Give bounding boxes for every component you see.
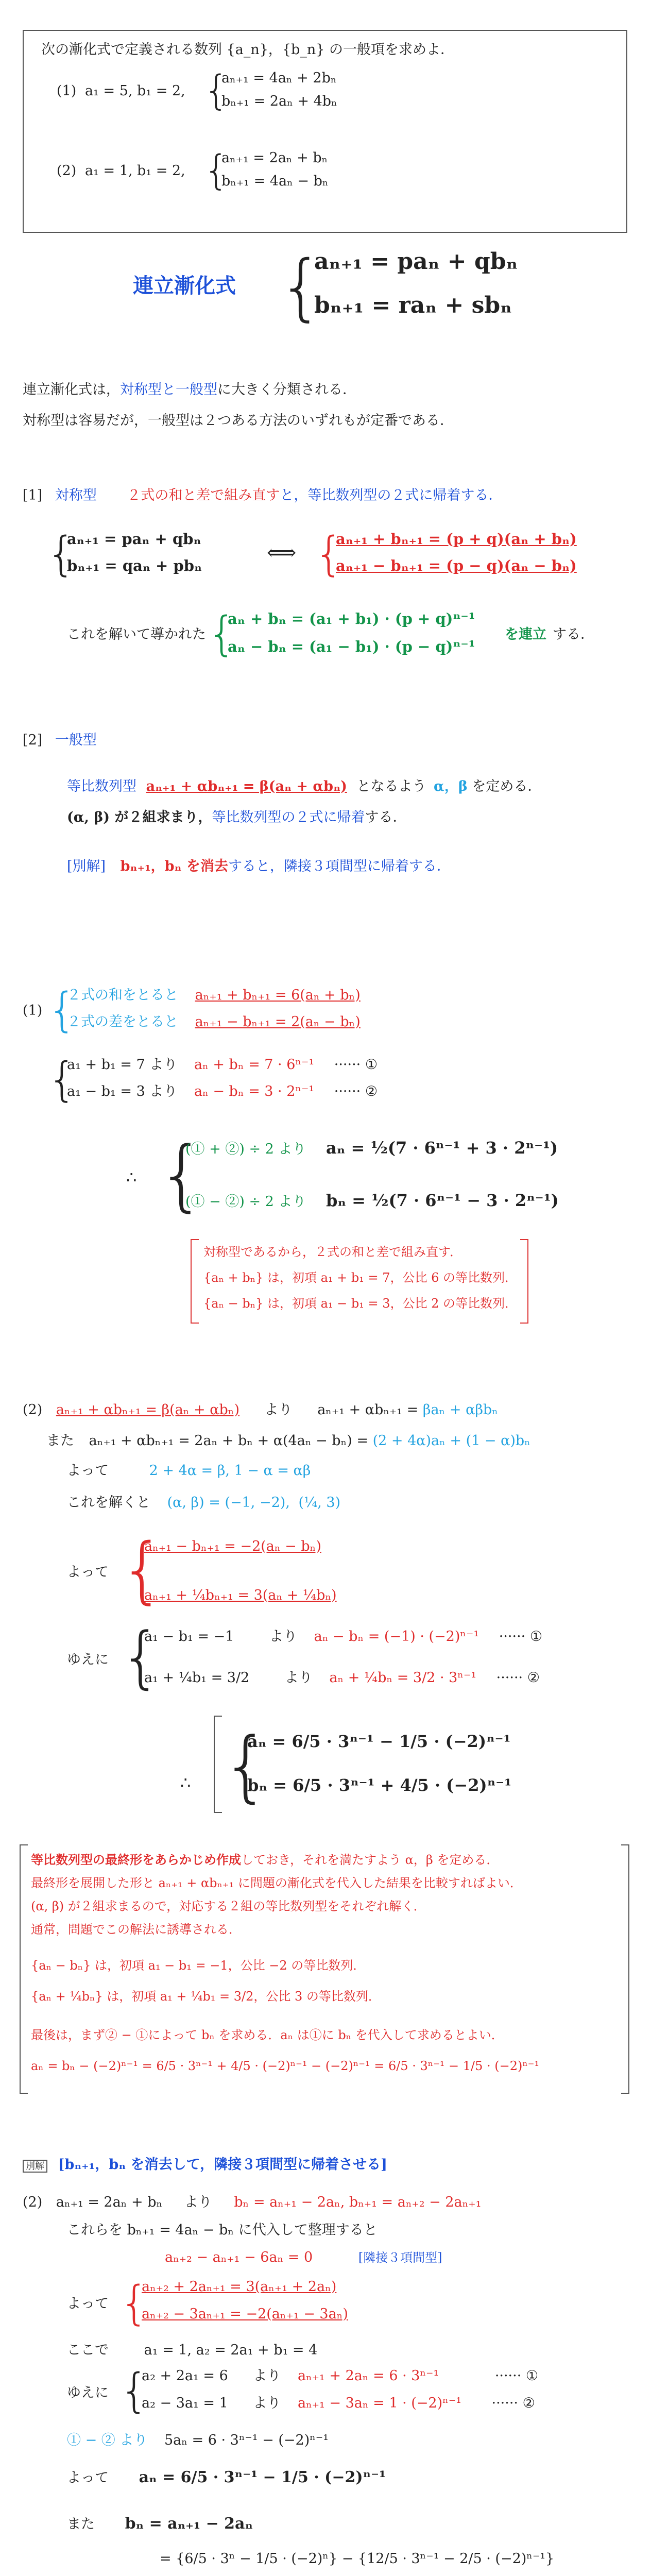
sym-section [23, 487, 502, 504]
sol2-l2-c: (2 + 4α)aₙ + (1 − α)bₙ [372, 1433, 530, 1449]
sol2-line3 [67, 1462, 311, 1480]
alt-brace-e: { [119, 2276, 149, 2330]
sol2-l1-mid: より [264, 1402, 293, 1418]
sym-eq1: aₙ₊₁ = paₙ + qbₙ [67, 530, 201, 548]
sol1-a-n: aₙ = ½(7 · 6ⁿ⁻¹ + 3 · 2ⁿ⁻¹) [326, 1138, 558, 1158]
page-title: 連立漸化式 [133, 275, 236, 297]
alt-line1 [23, 2194, 481, 2211]
sol1-sum-eq: aₙ₊₁ + bₙ₊₁ = 6(aₙ + bₙ) [195, 987, 361, 1003]
alt-koko [67, 2342, 317, 2359]
alt-l1-c: bₙ = aₙ₊₁ − 2aₙ, bₙ₊₁ = aₙ₊₂ − 2aₙ₊₁ [234, 2194, 482, 2210]
sol2-l4-c: (¼, 3) [298, 1495, 341, 1511]
sol2-therefore: ∴ [180, 1773, 191, 1792]
sol1-f2: (① − ②) ÷ 2 より [185, 1194, 306, 1210]
sym-sol2: aₙ − bₙ = (a₁ − b₁) · (p − q)ⁿ⁻¹ [228, 638, 475, 655]
alt-l3: aₙ₊₂ − aₙ₊₁ − 6aₙ = 0 [165, 2249, 313, 2265]
alt-r1: aₙ₊₁ + 2aₙ = 6 · 3ⁿ⁻¹ [297, 2368, 439, 2384]
alt-c2: a₂ − 3a₁ = 1 [142, 2395, 228, 2411]
alt-cond2 [142, 2395, 535, 2412]
sol2-result-box-left [214, 1716, 222, 1813]
sol1-final2 [185, 1190, 559, 1211]
sol2-brace-result: { [221, 1721, 271, 1811]
sym-suru: する． [553, 626, 594, 642]
sol2-yotte: よって [67, 1564, 109, 1580]
gen-alt-blue: すると，隣接３項間型に帰着する． [228, 858, 451, 874]
alt-m2: ······ ② [491, 2395, 535, 2411]
sym-renritsu [505, 626, 594, 643]
problem-1-eq1: aₙ₊₁ = 4aₙ + 2bₙ [221, 70, 337, 86]
problem-2-brace: { [203, 147, 229, 194]
sol2-m1: ······ ① [499, 1629, 543, 1645]
gen-name: 一般型 [55, 732, 97, 748]
sym-desc-blue: と，等比数列型の２式に帰着する． [280, 487, 503, 503]
alt-e1: aₙ₊₂ + 2aₙ₊₁ = 3(aₙ₊₁ + 2aₙ) [142, 2279, 337, 2295]
sol2-l2-b: aₙ₊₁ + αbₙ₊₁ = 2aₙ + bₙ + α(4aₙ − bₙ) = [89, 1433, 369, 1449]
gen-line2 [67, 809, 406, 826]
sol2-l3-a: よって [67, 1463, 109, 1479]
sol1-m2: ······ ② [334, 1083, 378, 1099]
overview-line1 [23, 381, 356, 399]
note2-line3: (α, β) が２組求まるので，対応する２組の等比数列型をそれぞれ解く． [31, 1899, 426, 1913]
problem-1-condition: a₁ = 5, b₁ = 2, [85, 83, 185, 99]
sym-solve-text: これを解いて導かれた [67, 626, 206, 642]
gen-alt-red: bₙ₊₁，bₙ を消去 [120, 858, 228, 874]
overview-text-b: 対称型と一般型 [120, 382, 217, 398]
sol1-note1: 対称型であるから，２式の和と差で組み直す． [203, 1245, 462, 1259]
note2-line5: {aₙ − bₙ} は，初項 a₁ − b₁ = −1，公比 −2 の等比数列． [31, 1958, 366, 1973]
problem-2-eq2: bₙ₊₁ = 4aₙ − bₙ [221, 173, 329, 189]
sol1-c2: a₁ − b₁ = 3 より [67, 1083, 178, 1099]
note2-line4: 通常，問題でこの解法に誘導される． [31, 1922, 241, 1937]
alt-brace-c: { [119, 2364, 149, 2418]
sol2-a-n: aₙ = 6/5 · 3ⁿ⁻¹ − 1/5 · (−2)ⁿ⁻¹ [247, 1732, 511, 1751]
sol1-sum-label: ２式の和をとると [67, 987, 178, 1003]
alt-line3 [165, 2249, 442, 2266]
gen-line2-c: する． [365, 809, 407, 825]
sym-eq2: bₙ₊₁ = qaₙ + pbₙ [67, 557, 202, 574]
sol2-line2 [46, 1432, 530, 1450]
sym-iff: ⟺ [267, 541, 297, 565]
sol1-m1: ······ ① [334, 1057, 378, 1073]
sol2-m2: ······ ② [496, 1670, 540, 1686]
sol2-l4-a: これを解くと [67, 1495, 150, 1511]
sol1-c1: a₁ + b₁ = 7 より [67, 1057, 178, 1073]
sol1-cond1 [67, 1056, 378, 1074]
alt-final1 [67, 2432, 329, 2449]
alt-title: [bₙ₊₁，bₙ を消去して，隣接３項間型に帰着させる] [58, 2157, 387, 2173]
sol1-note-bracket-left [191, 1239, 199, 1324]
sol2-c1: a₁ − b₁ = −1 [144, 1629, 234, 1645]
alt-yotte2: よって [67, 2470, 109, 2486]
alt-m1: ······ ① [494, 2368, 539, 2384]
problem-box [23, 30, 627, 233]
sol2-r1: aₙ − bₙ = (−1) · (−2)ⁿ⁻¹ [314, 1629, 479, 1645]
alt-c1r: より [253, 2368, 281, 2384]
alt-b1: bₙ = aₙ₊₁ − 2aₙ [125, 2515, 253, 2533]
sol2-label: (2) [23, 1402, 43, 1418]
heading-eq2-text: bₙ₊₁ = raₙ + sbₙ [314, 292, 512, 318]
sol2-c2: a₁ + ¼b₁ = 3/2 [144, 1670, 250, 1686]
heading-eq1 [314, 247, 518, 276]
sym-desc-red: ２式の和と差で組み直す [127, 487, 280, 503]
alt-title-line [23, 2156, 387, 2174]
sol1-therefore: ∴ [126, 1167, 137, 1187]
sol2-cond2 [144, 1669, 540, 1687]
sol2-brace-e: { [119, 1528, 166, 1612]
sol1-r1: aₙ + bₙ = 7 · 6ⁿ⁻¹ [194, 1057, 315, 1073]
gen-line1 [67, 778, 541, 795]
problem-1-eq2: bₙ₊₁ = 2aₙ + 4bₙ [221, 93, 337, 109]
sol2-line4 [67, 1494, 340, 1512]
alt-l3-tag: [隣接３項間型] [358, 2250, 442, 2265]
sol1-b-n: bₙ = ½(7 · 6ⁿ⁻¹ − 3 · 2ⁿ⁻¹) [326, 1191, 559, 1210]
sol2-l1-right-a: aₙ₊₁ + αbₙ₊₁ = [317, 1402, 419, 1418]
alt-e2: aₙ₊₂ − 3aₙ₊₁ = −2(aₙ₊₁ − 3aₙ) [142, 2306, 348, 2322]
sol1-f1: (① + ②) ÷ 2 より [185, 1141, 306, 1157]
gen-line1-rest: となるよう [356, 778, 426, 794]
sol1-diff [67, 1013, 361, 1031]
sol1-cond2 [67, 1083, 378, 1100]
sol1-sum [67, 987, 361, 1004]
sym-renritsu-text: を連立 [505, 626, 546, 642]
sol2-line1 [23, 1401, 498, 1419]
note2-line2: 最終形を展開した形と aₙ₊₁ + αbₙ₊₁ に問題の漸化式を代入した結果を比較すればよい． [31, 1876, 522, 1890]
gen-line1-end: を定める． [472, 778, 542, 794]
sol2-brace-c: { [119, 1618, 162, 1696]
overview-line2: 対称型は容易だが，一般型は２つある方法のいずれもが定番である． [23, 413, 454, 429]
gen-alt [67, 858, 451, 875]
note2-line6: {aₙ + ¼bₙ} は，初項 a₁ + ¼b₁ = 3/2，公比 3 の等比数列． [31, 1989, 381, 2004]
alt-yotte: よって [67, 2296, 109, 2312]
problem-1-brace: { [203, 67, 229, 114]
alt-r2: aₙ₊₁ − 3aₙ = 1 · (−2)ⁿ⁻¹ [297, 2395, 461, 2411]
alt-line2: これらを bₙ₊₁ = 4aₙ − bₙ に代入して整理すると [67, 2222, 378, 2238]
sol2-l4-b: (α, β) = (−1, −2), [167, 1495, 290, 1511]
note2-line1 [31, 1852, 499, 1868]
problem-2-condition: a₁ = 1, b₁ = 2, [85, 163, 185, 179]
sol2-r2: aₙ + ¼bₙ = 3/2 · 3ⁿ⁻¹ [329, 1670, 477, 1686]
alt-cond1 [142, 2367, 538, 2385]
gen-label: [2] [23, 732, 43, 748]
sol2-cond1 [144, 1628, 542, 1646]
note2-bracket-right [621, 1844, 629, 2094]
problem-2-eq1: aₙ₊₁ = 2aₙ + bₙ [221, 150, 328, 166]
sol1-brace3: { [157, 1130, 207, 1220]
gen-line1-blue: 等比数列型 [67, 778, 136, 794]
problem-2-label: (2) [57, 163, 77, 179]
sym-label: [1] [23, 487, 43, 503]
sol2-l1-right-b: βaₙ + αβbₙ [422, 1402, 498, 1418]
alt-b-line2: = {6/5 · 3ⁿ − 1/5 · (−2)ⁿ} − {12/5 · 3ⁿ⁻¹ − 2/5 · (−2)ⁿ⁻¹} [160, 2551, 555, 2567]
heading-eq1-text: aₙ₊₁ = paₙ + qbₙ [314, 248, 518, 275]
sol1-diff-label: ２式の差をとると [67, 1014, 178, 1030]
sol1-brace1: { [47, 983, 77, 1037]
gen-line2-b: 等比数列型の２式に帰着 [212, 809, 365, 825]
alt-a-n: aₙ = 6/5 · 3ⁿ⁻¹ − 1/5 · (−2)ⁿ⁻¹ [139, 2468, 386, 2486]
gen-alt-label: [別解] [67, 858, 106, 874]
overview-text-a: 連立漸化式は， [23, 382, 120, 398]
sol2-e2: aₙ₊₁ + ¼bₙ₊₁ = 3(aₙ + ¼bₙ) [144, 1587, 337, 1603]
alt-final2 [67, 2468, 386, 2487]
alt-b-line1 [67, 2514, 253, 2534]
sym-result1: aₙ₊₁ + bₙ₊₁ = (p + q)(aₙ + bₙ) [336, 530, 577, 548]
problem-1-label: (1) [57, 83, 77, 99]
sol1-note-bracket-right [520, 1239, 528, 1324]
sol2-e1: aₙ₊₁ − bₙ₊₁ = −2(aₙ − bₙ) [144, 1538, 321, 1554]
gen-line1-red: aₙ₊₁ + αbₙ₊₁ = β(aₙ + αbₙ) [146, 778, 347, 794]
gen-line1-ab: α，β [434, 778, 468, 794]
alt-mata: また [67, 2516, 95, 2532]
alt-l1-a: aₙ₊₁ = 2aₙ + bₙ [56, 2194, 163, 2210]
alt-f1-b: 5aₙ = 6 · 3ⁿ⁻¹ − (−2)ⁿ⁻¹ [164, 2432, 329, 2448]
sym-result2: aₙ₊₁ − bₙ₊₁ = (p − q)(aₙ − bₙ) [336, 557, 577, 574]
sol2-c1r: より [269, 1629, 297, 1645]
alt-f1-a: ① − ② より [67, 2432, 148, 2448]
alt-c1: a₂ + 2a₁ = 6 [142, 2368, 228, 2384]
problem-intro: 次の漸化式で定義される数列 {a_n}，{b_n} の一般項を求めよ． [41, 42, 455, 58]
sol2-c2r: より [284, 1670, 313, 1686]
sol2-l1-red: aₙ₊₁ + αbₙ₊₁ = β(aₙ + αbₙ) [56, 1402, 239, 1418]
sol1-note3: {aₙ − bₙ} は，初項 a₁ − b₁ = 3，公比 2 の等比数列． [203, 1296, 518, 1311]
gen-section [23, 732, 97, 749]
sol1-r2: aₙ − bₙ = 3 · 2ⁿ⁻¹ [194, 1083, 315, 1099]
note2-line8: aₙ = bₙ − (−2)ⁿ⁻¹ = 6/5 · 3ⁿ⁻¹ + 4/5 · (−2)ⁿ⁻¹ − (−2)ⁿ⁻¹ = 6/5 · 3ⁿ⁻¹ − 1/5 · (−2)ⁿ⁻¹ [31, 2059, 540, 2073]
heading-eq2 [314, 291, 512, 319]
sym-brace-right: { [314, 527, 344, 581]
sol2-b-n: bₙ = 6/5 · 3ⁿ⁻¹ + 4/5 · (−2)ⁿ⁻¹ [247, 1775, 512, 1795]
alt-c2r: より [253, 2395, 281, 2411]
sol1-diff-eq: aₙ₊₁ − bₙ₊₁ = 2(aₙ − bₙ) [195, 1014, 361, 1030]
sol2-yue: ゆえに [67, 1652, 109, 1668]
sym-name: 対称型 [55, 487, 97, 503]
sol1-note2: {aₙ + bₙ} は，初項 a₁ + b₁ = 7，公比 6 の等比数列． [203, 1270, 518, 1285]
alt-label: (2) [23, 2194, 43, 2210]
gen-line2-a: (α, β) が２組求まり， [67, 809, 212, 825]
note2-n1-a: 等比数列型の最終形をあらかじめ作成 [31, 1852, 241, 1867]
sym-brace-left: { [46, 527, 76, 581]
sym-brace-sol: { [207, 607, 237, 661]
alt-koko-eq: a₁ = 1, a₂ = 2a₁ + b₁ = 4 [144, 2342, 318, 2358]
heading-brace: { [278, 245, 324, 329]
alt-koko-label: ここで [67, 2342, 109, 2358]
alt-yue: ゆえに [67, 2385, 109, 2401]
note2-line7: 最後は，まず② − ①によって bₙ を求める．aₙ は①に bₙ を代入して求めるとよい． [31, 2028, 504, 2042]
sym-sol1: aₙ + bₙ = (a₁ + b₁) · (p + q)ⁿ⁻¹ [228, 610, 475, 628]
alt-tag: 別解 [23, 2160, 47, 2173]
sol1-final1 [185, 1138, 558, 1158]
sol1-brace2: { [47, 1053, 77, 1107]
overview-text-c: に大きく分類される． [217, 382, 356, 398]
note2-bracket-left [20, 1844, 28, 2094]
alt-l1-b: より [184, 2194, 212, 2210]
sol2-l3-b: 2 + 4α = β, 1 − α = αβ [149, 1463, 311, 1479]
note2-n1-b: しておき，それを満たすよう α，β を定める． [241, 1853, 499, 1867]
sol1-label: (1) [23, 1003, 43, 1019]
sol2-l2-a: また [46, 1433, 74, 1449]
